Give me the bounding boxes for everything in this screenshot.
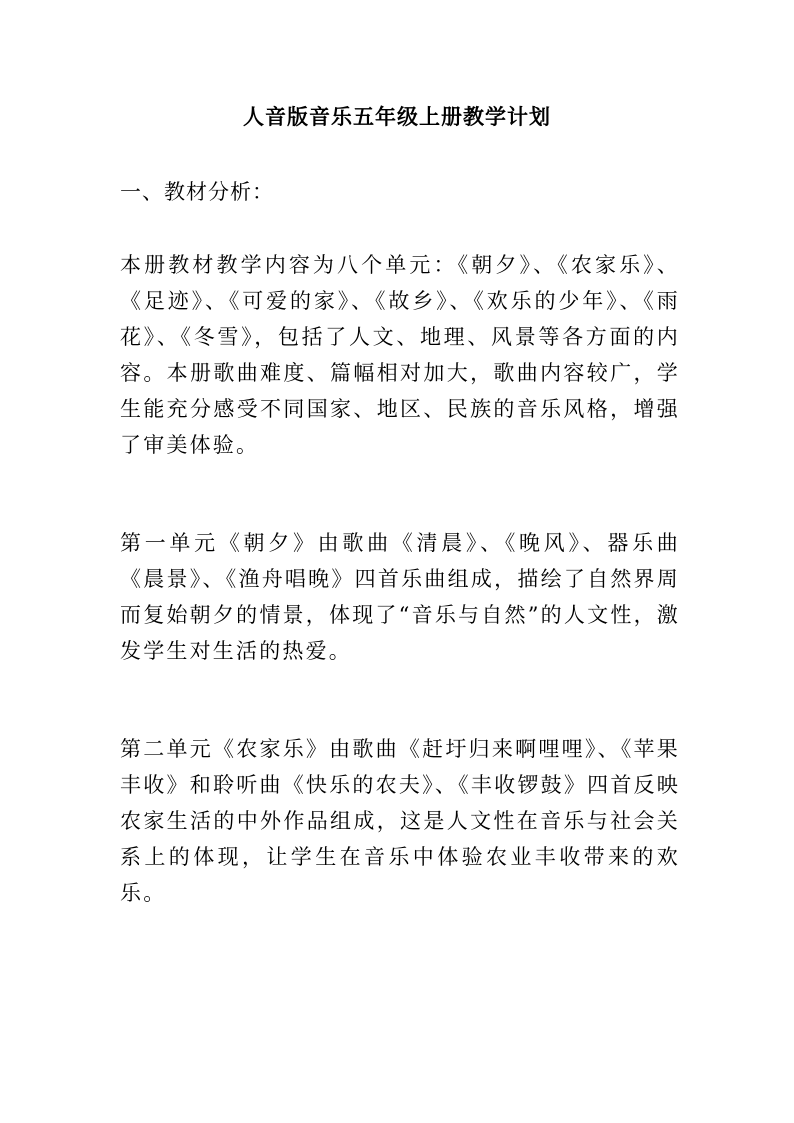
section-heading-textbook-analysis: 一、教材分析： bbox=[120, 180, 274, 204]
paragraph-unit-two: 第二单元《农家乐》由歌曲《赶圩归来啊哩哩》、《苹果丰收》和聆听曲《快乐的农夫》、《丰收锣鼓》四首反映农家生活的中外作品组成，这是人文性在音乐与社会关系上的体现，让学生在音乐中体验农业丰收带来的欢乐。 bbox=[120, 737, 680, 905]
paragraph-overview: 本册教材教学内容为八个单元：《朝夕》、《农家乐》、《足迹》、《可爱的家》、《故乡》、《欢乐的少年》、《雨花》、《冬雪》，包括了人文、地理、风景等各方面的内容。本册歌曲难度、篇幅相对加大，歌曲内容较广，学生能充分感受不同国家、地区、民族的音乐风格，增强了审美体验。 bbox=[120, 253, 680, 457]
document-title: 人音版音乐五年级上册教学计划 bbox=[243, 104, 551, 129]
paragraph-unit-one: 第一单元《朝夕》由歌曲《清晨》、《晚风》、器乐曲《晨景》、《渔舟唱晚》四首乐曲组成，描绘了自然界周而复始朝夕的情景，体现了“音乐与自然”的人文性，激发学生对生活的热爱。 bbox=[120, 531, 680, 663]
